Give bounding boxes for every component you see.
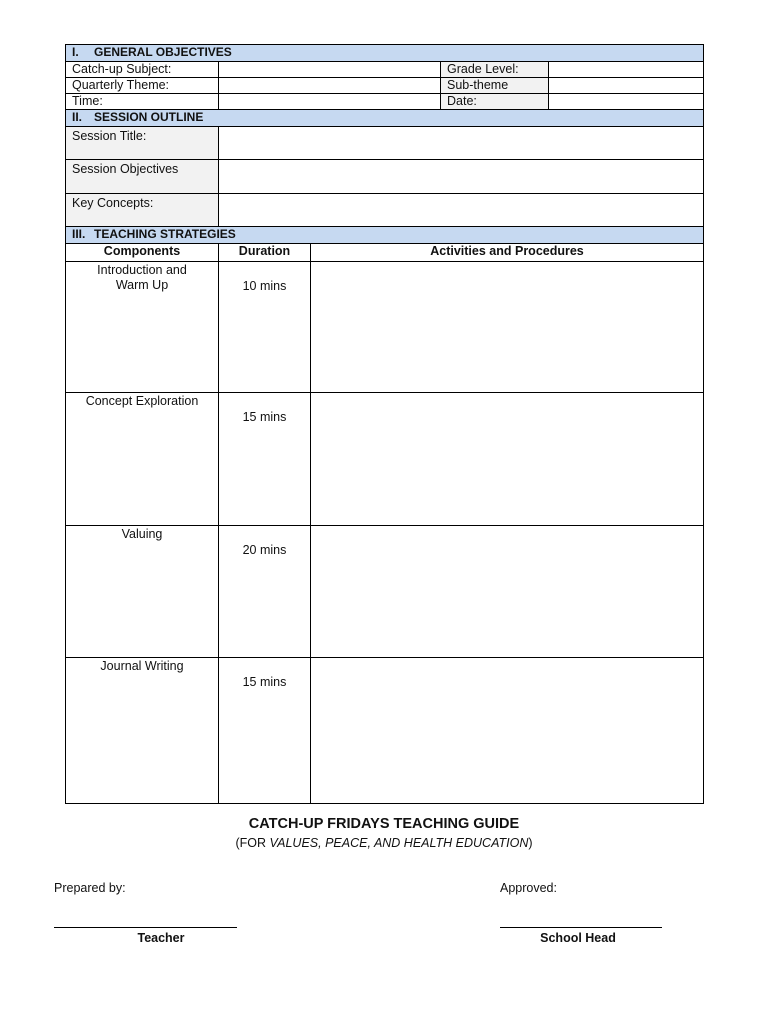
grade-level-label: Grade Level: — [441, 62, 549, 78]
duration-cell: 10 mins — [219, 262, 311, 393]
components-header: Components — [66, 244, 219, 262]
section-general-objectives — [66, 45, 704, 62]
section-number: II. — [72, 110, 83, 124]
quarterly-theme-label: Quarterly Theme: — [66, 78, 219, 94]
school-head-role-label: School Head — [540, 931, 616, 945]
duration-header: Duration — [219, 244, 311, 262]
component-cell: Journal Writing — [66, 658, 219, 804]
session-title-field[interactable] — [219, 127, 704, 160]
activities-field[interactable] — [311, 658, 704, 804]
session-objectives-label: Session Objectives — [66, 160, 219, 194]
date-field[interactable] — [549, 94, 704, 110]
head-signature-line — [500, 927, 662, 928]
activities-field[interactable] — [311, 262, 704, 393]
section-title: SESSION OUTLINE — [94, 110, 204, 124]
section-teaching-strategies — [66, 227, 704, 244]
grade-level-field[interactable] — [549, 62, 704, 78]
key-concepts-label: Key Concepts: — [66, 194, 219, 227]
session-title-label: Session Title: — [66, 127, 219, 160]
component-cell: Concept Exploration — [66, 393, 219, 526]
quarterly-theme-field[interactable] — [219, 78, 441, 94]
sub-theme-label: Sub-theme — [441, 78, 549, 94]
guide-subtitle — [0, 836, 768, 850]
activities-field[interactable] — [311, 393, 704, 526]
teacher-signature-line — [54, 927, 237, 928]
duration-cell: 15 mins — [219, 393, 311, 526]
time-label: Time: — [66, 94, 219, 110]
section-number: I. — [72, 45, 79, 59]
section-title: GENERAL OBJECTIVES — [94, 45, 232, 59]
duration-cell: 15 mins — [219, 658, 311, 804]
duration-cell: 20 mins — [219, 526, 311, 658]
key-concepts-field[interactable] — [219, 194, 704, 227]
catch-up-subject-field[interactable] — [219, 62, 441, 78]
guide-title: CATCH-UP FRIDAYS TEACHING GUIDE — [248, 816, 520, 832]
section-title: TEACHING STRATEGIES — [94, 227, 236, 241]
catch-up-subject-label: Catch-up Subject: — [66, 62, 219, 78]
session-objectives-field[interactable] — [219, 160, 704, 194]
approved-label: Approved: — [500, 881, 557, 895]
subtitle-open: (FOR — [235, 836, 270, 850]
prepared-by-label: Prepared by: — [54, 881, 126, 895]
subtitle-close: ) — [528, 836, 533, 850]
date-label: Date: — [441, 94, 549, 110]
section-number: III. — [72, 227, 86, 241]
section-session-outline — [66, 110, 704, 127]
activities-field[interactable] — [311, 526, 704, 658]
time-field[interactable] — [219, 94, 441, 110]
activities-header: Activities and Procedures — [311, 244, 704, 262]
subtitle-subject: VALUES, PEACE, AND HEALTH EDUCATION — [269, 836, 529, 850]
component-cell: Valuing — [66, 526, 219, 658]
sub-theme-field[interactable] — [549, 78, 704, 94]
component-cell: Introduction and Warm Up — [66, 262, 219, 393]
teacher-role-label: Teacher — [137, 931, 185, 945]
teaching-guide-table — [65, 44, 704, 804]
